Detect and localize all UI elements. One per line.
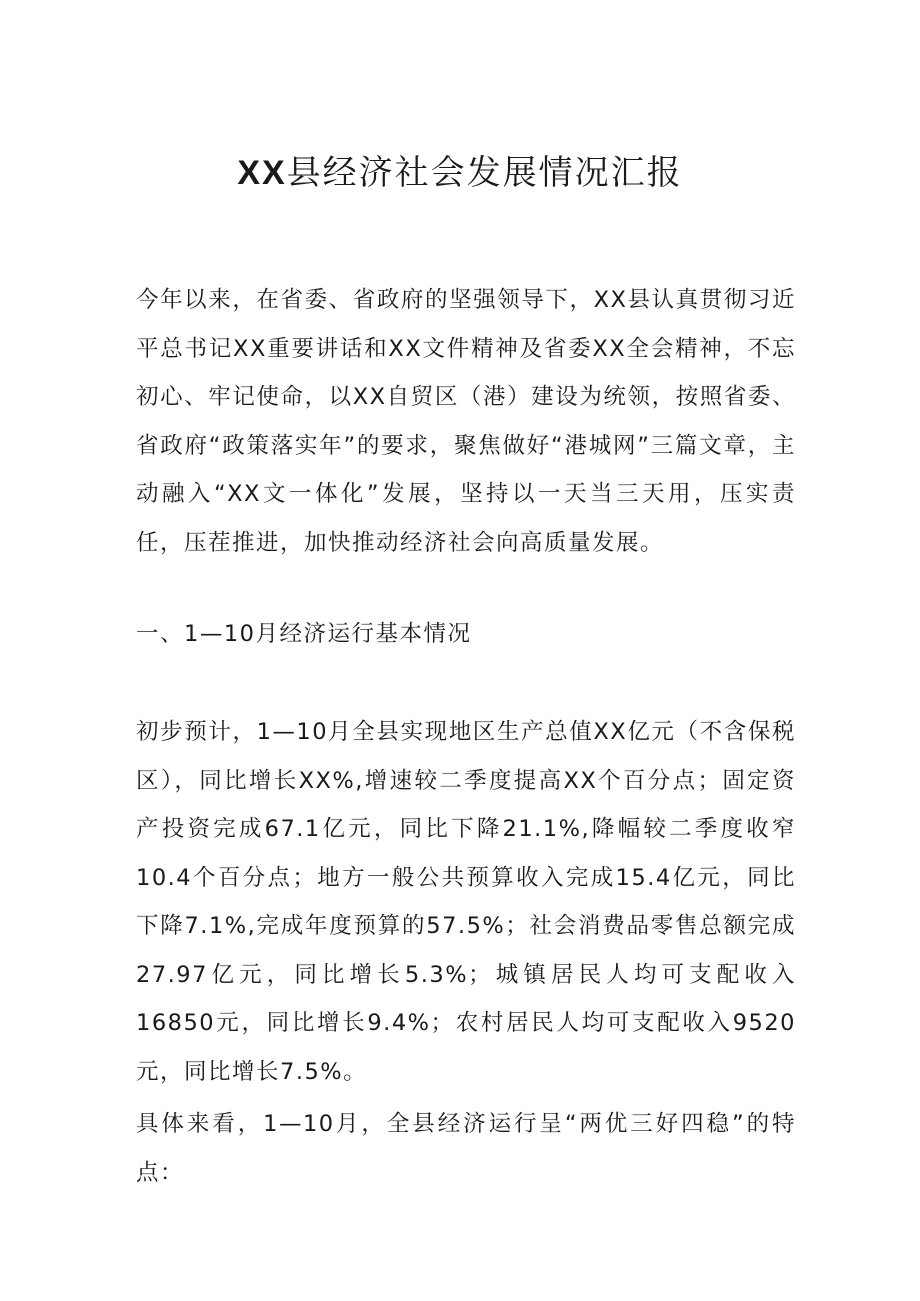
statistics-paragraph: 初步预计，1—10月全县实现地区生产总值XX亿元（不含保税区），同比增长XX%,增速较二季度提高XX个百分点；固定资产投资完成67.1亿元，同比下降21.1%,降幅较二季度收窄10.4个百分点；地方一般公共预算收入完成15.4亿元，同比下降7.1%,完成年度预算的57.5%；社会消费品零售总额完成27.97亿元，同比增长5.3%；城镇居民人均可支配收入16850元，同比增长9.4%；农村居民人均可支配收入9520元，同比增长7.5%。 (136, 719, 796, 1085)
features-paragraph: 具体来看，1—10月，全县经济运行呈“两优三好四稳”的特点： (136, 1111, 796, 1186)
document-title (0, 148, 920, 198)
title-text: 县经济社会发展情况汇报 (286, 153, 683, 193)
title-lead: XX (237, 154, 287, 192)
section-heading: 一、1—10月经济运行基本情况 (136, 621, 472, 647)
intro-paragraph: 今年以来，在省委、省政府的坚强领导下，XX县认真贯彻习近平总书记XX重要讲话和XX文件精神及省委XX全会精神，不忘初心、牢记使命，以XX自贸区（港）建设为统领，按照省委、省政府“政策落实年”的要求，聚焦做好“港城网”三篇文章，主动融入“XX文一体化”发展，坚持以一天当三天用，压实责任，压茬推进，加快推动经济社会向高质量发展。 (136, 287, 796, 556)
